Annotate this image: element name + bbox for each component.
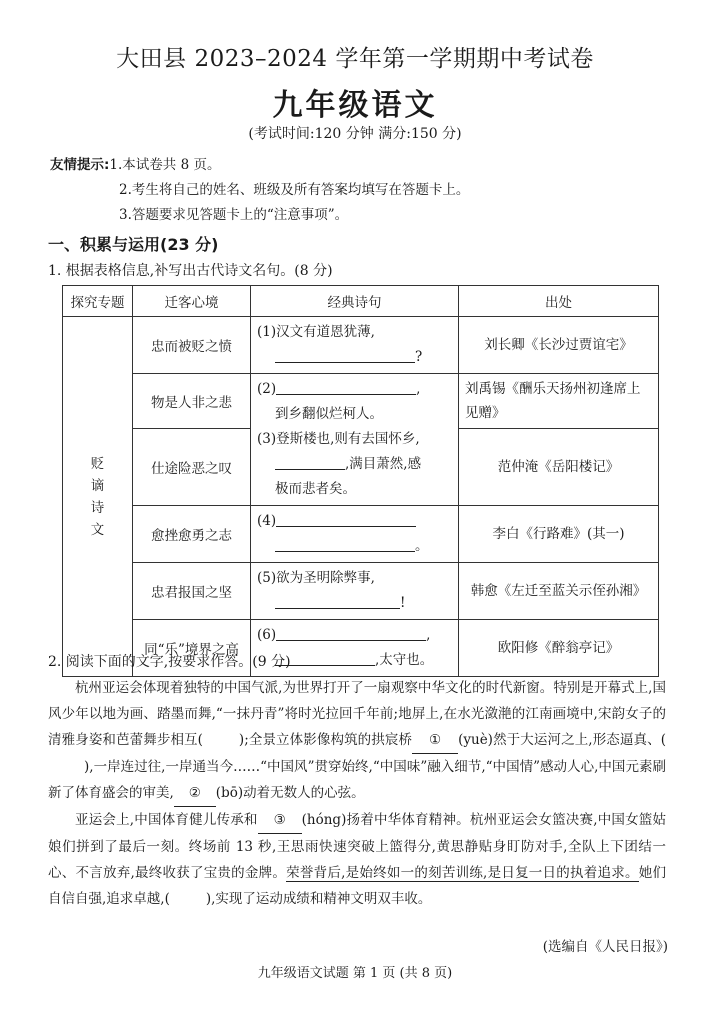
- poem-cell: [251, 374, 459, 506]
- poem-cell: [251, 506, 459, 563]
- poem-line: (4): [257, 509, 452, 534]
- poem-line: (3)登斯楼也,则有去国怀乡,: [257, 431, 420, 447]
- mood-cell: 同“乐”境界之高: [133, 620, 251, 677]
- mood-cell: 仕途险恶之叹: [133, 429, 251, 506]
- answer-blank[interactable]: [276, 511, 416, 527]
- pinyin: (yuè): [458, 732, 493, 748]
- passage-paragraph: 亚运会上,中国体育健儿传承和 ③ (hóng)扬着中华体育精神。杭州亚运会女篮决赛,中国女篮姑娘们拼到了最后一刻。终场前 13 秒,王思雨快速突破上篮得分,黄思静贴身盯防对手,全队上下团结一心、不言放弃,最终收获了宝贵的金牌。荣誉背后,是始终如一的刻苦训练,是日复一日的执着追求。她们自信自强,追求卓越,( ),实现了运动成绩和精神文明双丰收。: [48, 807, 666, 912]
- source-cell: 欧阳修《醉翁亭记》: [459, 620, 659, 677]
- table-row: [63, 563, 659, 620]
- table-row: [63, 506, 659, 563]
- mood-cell: 忠君报国之坚: [133, 563, 251, 620]
- poem-table: [62, 285, 659, 677]
- passage-source: (选编自《人民日报》): [542, 939, 668, 955]
- mood-cell: 物是人非之悲: [133, 374, 251, 429]
- answer-blank[interactable]: [275, 593, 400, 609]
- section-heading: 一、积累与运用(23 分): [48, 235, 219, 254]
- topic-label: 贬谪诗文: [90, 455, 105, 538]
- poem-cell: [251, 563, 459, 620]
- poem-line: 极而悲者矣。: [275, 481, 356, 497]
- pinyin: (bō): [215, 785, 244, 801]
- topic-cell: [63, 317, 133, 677]
- tip-item: 1.本试卷共 8 页。: [109, 157, 221, 173]
- header-source: 出处: [459, 286, 659, 317]
- mood-cell: 忠而被贬之愤: [133, 317, 251, 374]
- answer-blank[interactable]: [275, 536, 415, 552]
- answer-blank[interactable]: ③: [258, 807, 302, 834]
- poem-line: ,太守也。: [257, 648, 452, 673]
- passage-paragraph: 杭州亚运会体现着独特的中国气派,为世界打开了一扇观察中华文化的时代新窗。特别是开幕式上,国风少年以地为画、踏墨而舞,“一抹丹青”将时光拉回千年前;地屏上,在水光潋滟的江南画境中,宋韵女子的清雅身姿和芭蕾舞步相互( );全景立体影像构筑的拱宸桥 ① (yuè)然于大运河之上,形态逼真、(),一岸连过往,一岸通当今……“中国风”贯穿始终,“中国味”融入细节,“中国情”感动人心,中国元素刷新了体育盛会的审美, ② (bō)动着无数人的心弦。: [48, 675, 666, 807]
- reading-passage: [48, 675, 666, 912]
- exam-info: (考试时间:120 分钟 满分:150 分): [248, 126, 462, 142]
- tip-item: 2.考生将自己的姓名、班级及所有答案均填写在答题卡上。: [119, 182, 470, 198]
- header-topic: 探究专题: [63, 286, 133, 317]
- source-cell: 刘长卿《长沙过贾谊宅》: [459, 317, 659, 374]
- answer-blank[interactable]: [276, 379, 416, 395]
- poem-line: !: [257, 591, 452, 616]
- tips-label: 友情提示:: [50, 157, 110, 173]
- poem-line: (6) ,: [257, 627, 431, 643]
- poem-line: 。: [257, 534, 452, 559]
- poem-line: (5)欲为圣明除弊事,: [257, 570, 375, 586]
- table-row: [63, 317, 659, 374]
- page-footer: 九年级语文试题 第 1 页 (共 8 页): [257, 966, 453, 981]
- underlined-sentence: 荣誉背后,是始终如一的刻苦训练,是日复一日的执着追求。: [286, 865, 639, 881]
- tips-block: [50, 153, 469, 228]
- answer-blank[interactable]: [275, 454, 345, 470]
- poem-cell: [251, 317, 459, 374]
- table-header-row: [63, 286, 659, 317]
- answer-blank[interactable]: [275, 347, 415, 363]
- question-1-prompt: 1. 根据表格信息,补写出古代诗文名句。(8 分): [48, 263, 333, 279]
- mood-cell: 愈挫愈勇之志: [133, 506, 251, 563]
- answer-blank[interactable]: ①: [412, 727, 458, 754]
- source-cell: 韩愈《左迁至蓝关示侄孙湘》: [459, 563, 659, 620]
- subject-title: 九年级语文: [272, 88, 438, 123]
- source-cell: 李白《行路难》(其一): [459, 506, 659, 563]
- pinyin: (hóng): [301, 812, 347, 828]
- poem-line: (2) ,: [257, 381, 421, 397]
- source-cell: 范仲淹《岳阳楼记》: [459, 429, 659, 506]
- poem-line: ,满目萧然,感: [257, 452, 452, 477]
- header-mood: 迁客心境: [133, 286, 251, 317]
- exam-title: 大田县 2023–2024 学年第一学期期中考试卷: [116, 46, 594, 72]
- answer-blank[interactable]: [276, 625, 426, 641]
- poem-line: (1)汉文有道恩犹薄,: [257, 324, 375, 340]
- header-poem: 经典诗句: [251, 286, 459, 317]
- source-cell: 刘禹锡《酬乐天扬州初逢席上见赠》: [459, 374, 659, 429]
- table-row: [63, 374, 659, 429]
- tip-item: 3.答题要求见答题卡上的“注意事项”。: [119, 207, 349, 223]
- answer-blank[interactable]: ②: [174, 780, 216, 807]
- poem-line: 到乡翻似烂柯人。: [275, 406, 383, 422]
- question-2-prompt: 2. 阅读下面的文字,按要求作答。(9 分): [48, 654, 291, 670]
- poem-line: ?: [257, 345, 452, 370]
